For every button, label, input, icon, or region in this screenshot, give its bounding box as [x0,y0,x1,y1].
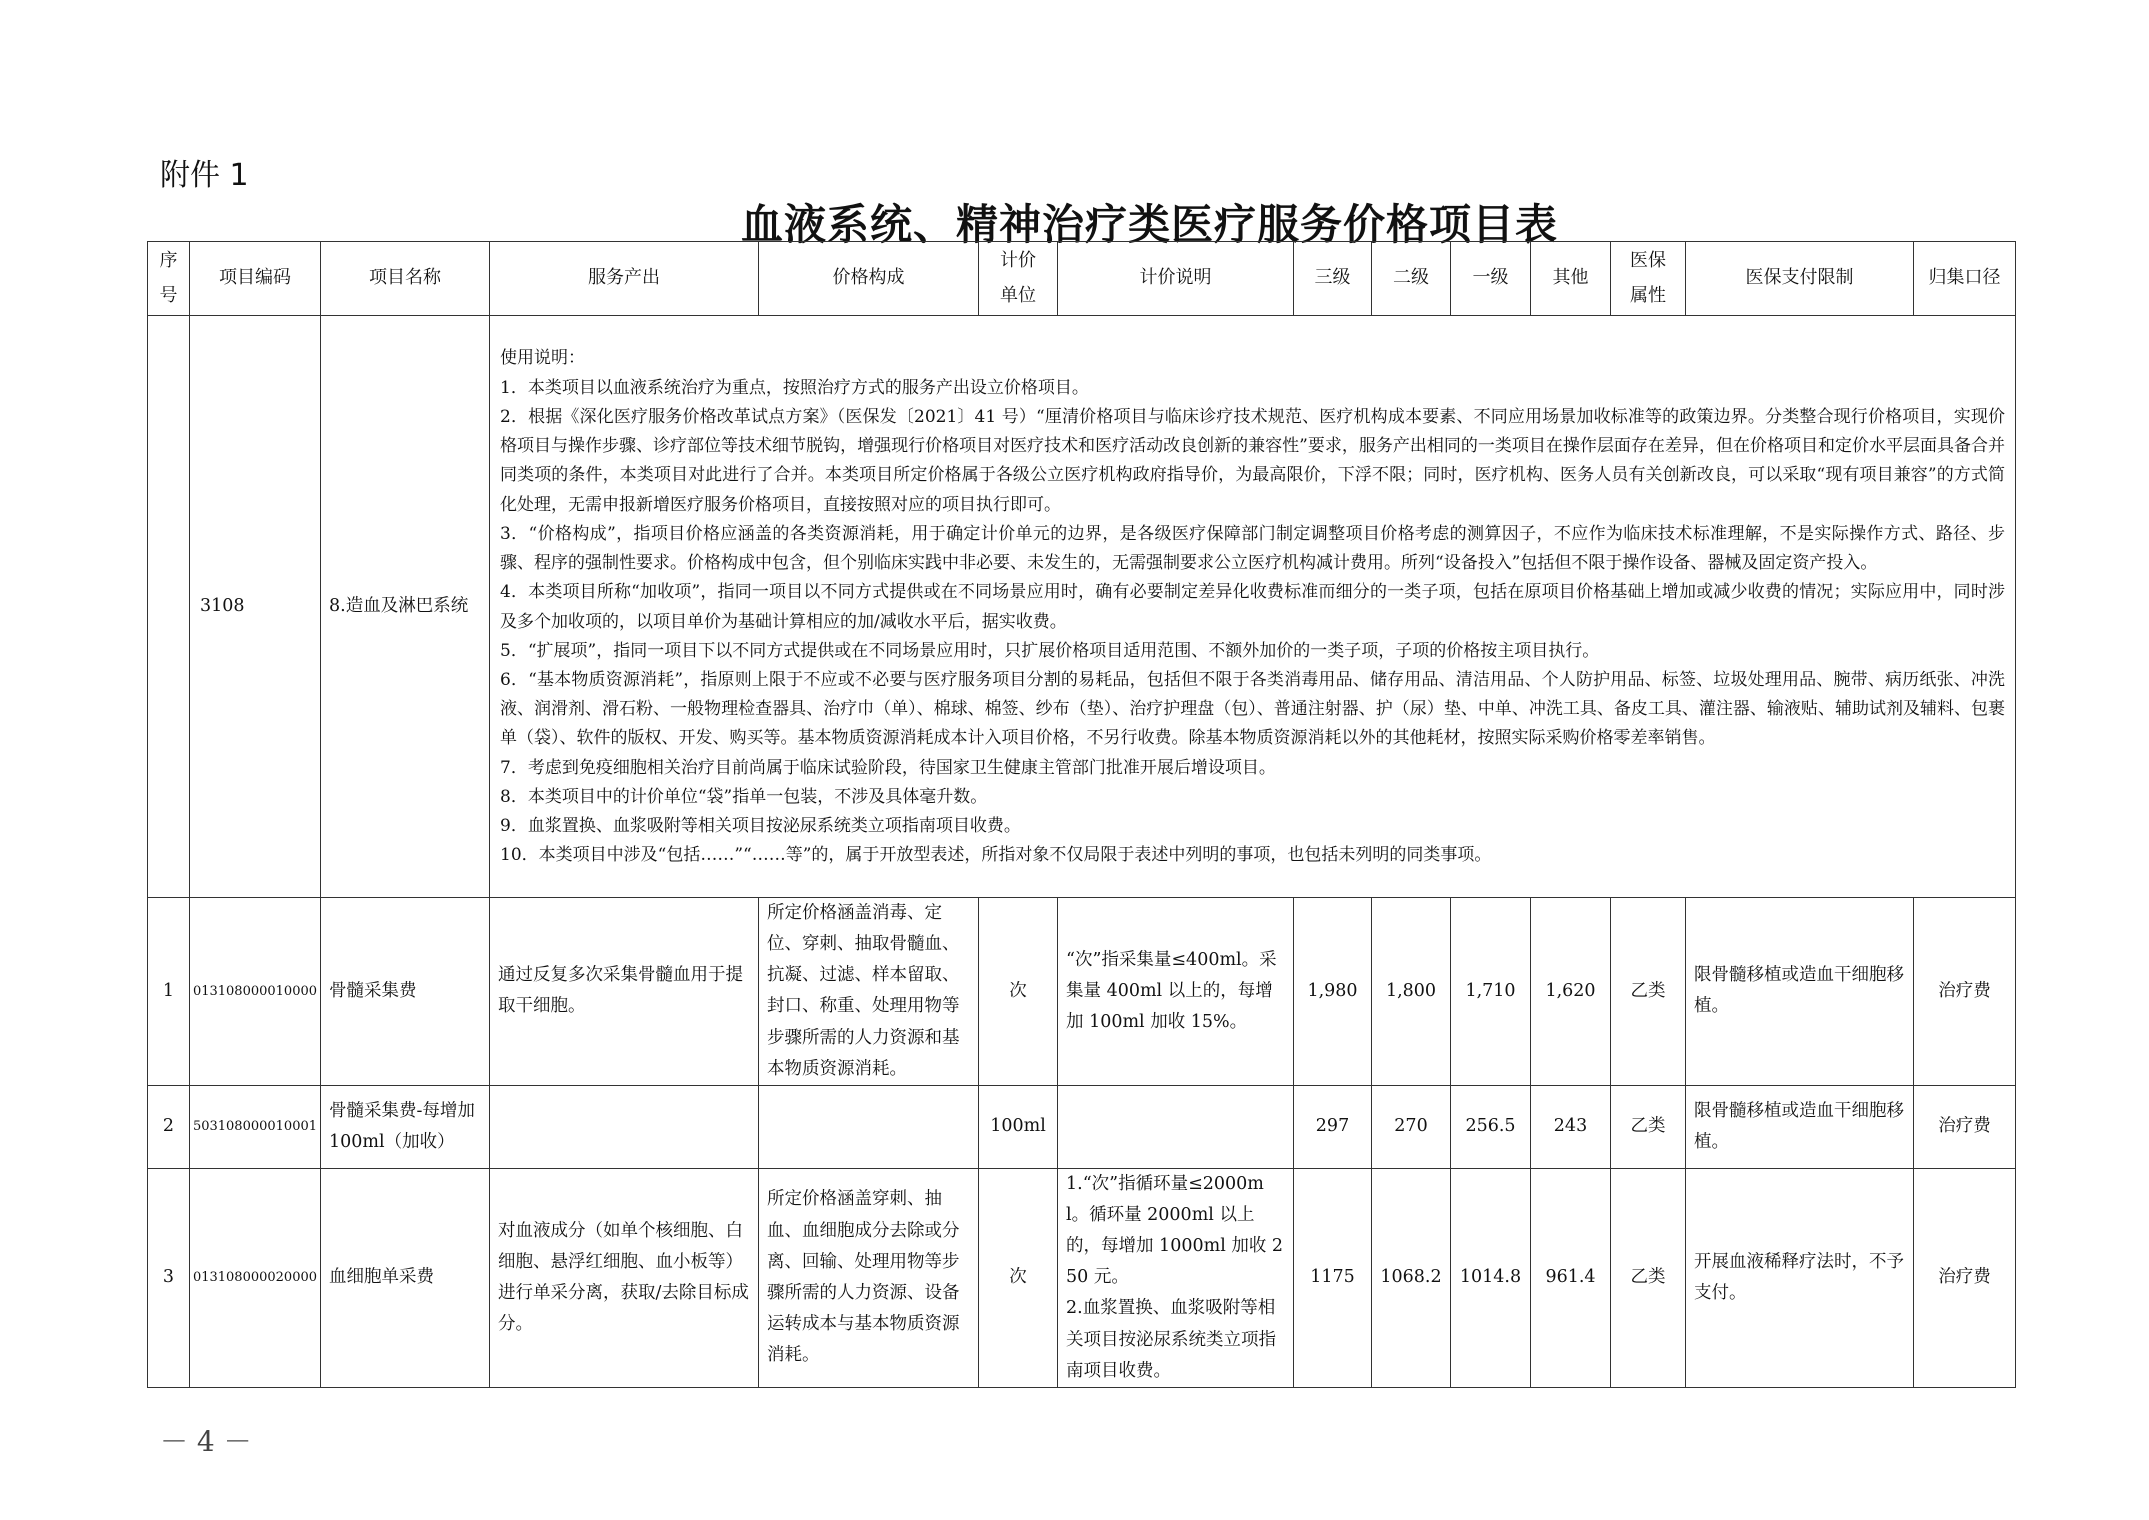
row-category: 治疗费 [1914,898,2016,1086]
row-insurance-attr: 乙类 [1611,1085,1686,1168]
row-unit: 次 [979,1168,1058,1387]
row-name: 骨髓采集费 [321,898,490,1086]
header-pricing-notes: 计价说明 [1058,242,1294,316]
header-tier1: 一级 [1451,242,1531,316]
header-name: 项目名称 [321,242,490,316]
section-seq [148,316,190,898]
table-row [148,898,2016,1086]
table-row [148,1085,2016,1168]
pricing-note-line: 1.“次”指循环量≤2000ml。循环量 2000ml 以上的，每增加 1000ml 加收 250 元。 [1066,1173,1284,1288]
usage-notes [490,316,2016,898]
header-other: 其他 [1531,242,1611,316]
usage-note: 8．本类项目中的计价单位“袋”指单一包装，不涉及具体毫升数。 [500,786,988,807]
row-insurance-attr: 乙类 [1611,1168,1686,1387]
header-service-output: 服务产出 [490,242,759,316]
row-price-composition [759,1085,979,1168]
row-tier1: 1014.8 [1451,1168,1531,1387]
row-tier1: 256.5 [1451,1085,1531,1168]
header-code: 项目编码 [190,242,321,316]
row-seq: 3 [148,1168,190,1387]
header-insurance-attr: 医保属性 [1611,242,1686,316]
usage-note: 7．考虑到免疫细胞相关治疗目前尚属于临床试验阶段，待国家卫生健康主管部门批准开展后增设项目。 [500,757,1276,778]
row-name: 骨髓采集费-每增加 100ml（加收） [321,1085,490,1168]
header-tier3: 三级 [1294,242,1372,316]
row-tier1: 1,710 [1451,898,1531,1086]
usage-note: 3．“价格构成”，指项目价格应涵盖的各类资源消耗，用于确定计价单元的边界，是各级医疗保障部门制定调整项目价格考虑的测算因子，不应作为临床技术标准理解，不是实际操作方式、路径、步骤、程序的强制性要求。价格构成中包含，但个别临床实践中非必要、未发生的，无需强制要求公立医疗机构减计费用。所列“设备投入”包括但不限于操作设备、器械及固定资产投入。 [500,523,2005,574]
row-category: 治疗费 [1914,1085,2016,1168]
row-insurance-limit: 开展血液稀释疗法时，不予支付。 [1686,1168,1914,1387]
row-pricing-notes [1058,1085,1294,1168]
row-tier3: 1175 [1294,1168,1372,1387]
usage-note: 10．本类项目中涉及“包括……”“……等”的，属于开放型表述，所指对象不仅局限于表述中列明的事项，也包括未列明的同类事项。 [500,845,1492,866]
table-row [148,1168,2016,1387]
page-number: － 4 － [160,1425,252,1458]
row-service-output: 通过反复多次采集骨髓血用于提取干细胞。 [490,898,759,1086]
row-code: 013108000010000 [190,898,321,1086]
row-category: 治疗费 [1914,1168,2016,1387]
row-tier3: 297 [1294,1085,1372,1168]
row-name: 血细胞单采费 [321,1168,490,1387]
row-insurance-attr: 乙类 [1611,898,1686,1086]
row-tier3: 1,980 [1294,898,1372,1086]
row-other: 243 [1531,1085,1611,1168]
header-category: 归集口径 [1914,242,2016,316]
row-tier2: 270 [1372,1085,1451,1168]
row-price-composition: 所定价格涵盖穿刺、抽血、血细胞成分去除或分离、回输、处理用物等步骤所需的人力资源、设备运转成本与基本物质资源消耗。 [759,1168,979,1387]
row-tier2: 1,800 [1372,898,1451,1086]
header-insurance-limit: 医保支付限制 [1686,242,1914,316]
row-other: 961.4 [1531,1168,1611,1387]
row-other: 1,620 [1531,898,1611,1086]
usage-note: 4．本类项目所称“加收项”，指同一项目以不同方式提供或在不同场景应用时，确有必要制定差异化收费标准而细分的一类子项，包括在原项目价格基础上增加或减少收费的情况；实际应用中，同时涉及多个加收项的，以项目单价为基础计算相应的加/减收水平后，据实收费。 [500,582,2005,632]
attachment-label: 附件 1 [160,158,249,193]
usage-note: 使用说明： [500,348,585,369]
usage-note: 9．血浆置换、血浆吸附等相关项目按泌尿系统类立项指南项目收费。 [500,816,1021,837]
row-service-output: 对血液成分（如单个核细胞、白细胞、悬浮红细胞、血小板等）进行单采分离，获取/去除目标成分。 [490,1168,759,1387]
usage-note: 6．“基本物质资源消耗”，指原则上限于不应或不必要与医疗服务项目分割的易耗品，包括但不限于各类消毒用品、储存用品、清洁用品、个人防护用品、标签、垃圾处理用品、腕带、病历纸张、冲洗液、润滑剂、滑石粉、一般物理检查器具、治疗巾（单）、棉球、棉签、纱布（垫）、治疗护理盘（包）、普通注射器、护（尿）垫、中单、冲洗工具、备皮工具、灌注器、输液贴、辅助试剂及辅料、包裹单（袋）、软件的版权、开发、购买等。基本物质资源消耗成本计入项目价格，不另行收费。除基本物质资源消耗以外的其他耗材，按照实际采购价格零差率销售。 [500,669,2005,749]
usage-note: 2．根据《深化医疗服务价格改革试点方案》（医保发〔2021〕41 号）“厘清价格项目与临床诊疗技术规范、医疗机构成本要素、不同应用场景加收标准等的政策边界。分类整合现行价格项目，实现价格项目与操作步骤、诊疗部位等技术细节脱钩，增强现行价格项目对医疗技术和医疗活动改良创新的兼容性”要求，服务产出相同的一类项目在操作层面存在差异，但在价格项目和定价水平层面具备合并同类项的条件，本类项目对此进行了合并。本类项目所定价格属于各级公立医疗机构政府指导价，为最高限价，下浮不限；同时，医疗机构、医务人员有关创新改良，可以采取“现有项目兼容”的方式简化处理，无需申报新增医疗服务价格项目，直接按照对应的项目执行即可。 [500,406,2005,515]
row-insurance-limit: 限骨髓移植或造血干细胞移植。 [1686,1085,1914,1168]
price-table [147,241,2016,1388]
section-name: 8.造血及淋巴系统 [321,316,490,898]
row-seq: 1 [148,898,190,1086]
header-row [148,242,2016,316]
row-code: 503108000010001 [190,1085,321,1168]
row-pricing-notes: “次”指采集量≤400ml。采集量 400ml 以上的，每增加 100ml 加收 15%。 [1058,898,1294,1086]
header-unit: 计价单位 [979,242,1058,316]
header-price-composition: 价格构成 [759,242,979,316]
row-unit: 100ml [979,1085,1058,1168]
row-pricing-notes [1058,1168,1294,1387]
row-code: 013108000020000 [190,1168,321,1387]
page-title: 血液系统、精神治疗类医疗服务价格项目表 [740,200,1558,249]
row-service-output [490,1085,759,1168]
row-unit: 次 [979,898,1058,1086]
usage-note: 5．“扩展项”，指同一项目下以不同方式提供或在不同场景应用时，只扩展价格项目适用范围、不额外加价的一类子项，子项的价格按主项目执行。 [500,640,1600,661]
section-code: 3108 [190,316,321,898]
header-seq: 序号 [148,242,190,316]
row-seq: 2 [148,1085,190,1168]
header-tier2: 二级 [1372,242,1451,316]
section-row [148,316,2016,898]
row-tier2: 1068.2 [1372,1168,1451,1387]
pricing-note-line: 2.血浆置换、血浆吸附等相关项目按泌尿系统类立项指南项目收费。 [1066,1298,1276,1381]
usage-note: 1．本类项目以血液系统治疗为重点，按照治疗方式的服务产出设立价格项目。 [500,377,1089,398]
row-price-composition: 所定价格涵盖消毒、定位、穿刺、抽取骨髓血、抗凝、过滤、样本留取、封口、称重、处理用物等步骤所需的人力资源和基本物质资源消耗。 [759,898,979,1086]
row-insurance-limit: 限骨髓移植或造血干细胞移植。 [1686,898,1914,1086]
